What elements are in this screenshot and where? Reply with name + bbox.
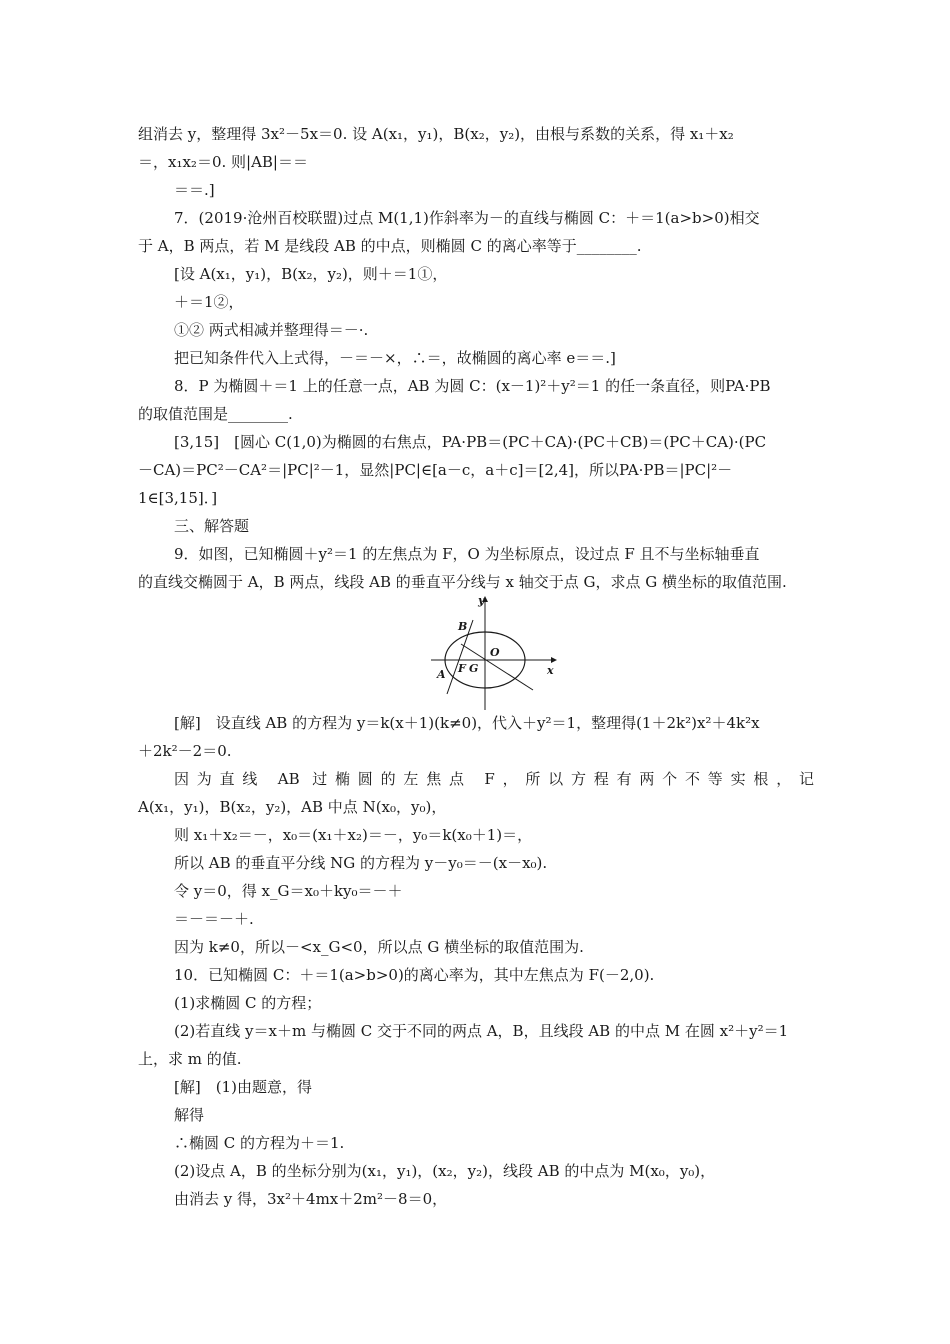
- figure-label-f: F: [458, 662, 466, 675]
- text-line: ①② 两式相减并整理得＝－·.: [174, 321, 369, 339]
- text-line: ＝－＝－＋.: [174, 910, 254, 928]
- text-line: [设 A(x₁，y₁)，B(x₂，y₂)，则＋＝1①，: [174, 265, 448, 283]
- text-line: 于 A，B 两点，若 M 是线段 AB 的中点，则椭圆 C 的离心率等于________.: [138, 237, 642, 255]
- text-line: 令 y＝0，得 x_G＝x₀＋ky₀＝－＋: [174, 882, 403, 900]
- text-line: 上，求 m 的值.: [138, 1050, 242, 1068]
- figure-label-x: x: [547, 664, 554, 677]
- text-line: ＋2k²－2＝0.: [138, 742, 232, 760]
- text-line: 组消去 y，整理得 3x²－5x＝0. 设 A(x₁，y₁)，B(x₂，y₂)，由根与系数的关系，得 x₁＋x₂: [138, 125, 734, 143]
- text-line: 因为直线 AB 过椭圆的左焦点 F，所以方程有两个不等实根，记: [174, 770, 814, 788]
- text-line: A(x₁，y₁)，B(x₂，y₂)，AB 中点 N(x₀，y₀)，: [138, 798, 447, 816]
- text-line: (2)若直线 y＝x＋m 与椭圆 C 交于不同的两点 A，B，且线段 AB 的中点 M 在圆 x²＋y²＝1: [174, 1022, 789, 1040]
- solution-10-line: [解] (1)由题意，得: [174, 1078, 312, 1096]
- text-line: 的直线交椭圆于 A，B 两点，线段 AB 的垂直平分线与 x 轴交于点 G，求点 G 横坐标的取值范围.: [138, 573, 787, 591]
- section-heading: 三、解答题: [174, 517, 250, 535]
- text-line: ＋＝1②，: [174, 293, 244, 311]
- text-line: －CA)＝PC²－CA²＝|PC|²－1，显然|PC|∈[a－c，a＋c]＝[2,4]，所以PA·PB＝|PC|²－: [138, 461, 733, 479]
- text-line: 则 x₁＋x₂＝－，x₀＝(x₁＋x₂)＝－，y₀＝k(x₀＋1)＝，: [174, 826, 533, 844]
- problem-8-line: 8．P 为椭圆＋＝1 上的任意一点，AB 为圆 C：(x－1)²＋y²＝1 的任一条直径，则PA·PB: [174, 377, 771, 395]
- problem-9-line: 9．如图，已知椭圆＋y²＝1 的左焦点为 F，O 为坐标原点，设过点 F 且不与坐标轴垂直: [174, 545, 760, 563]
- text-line: 解得: [174, 1106, 205, 1124]
- figure-label-a: A: [437, 668, 446, 681]
- text-line: 把已知条件代入上式得，－＝－×，∴＝，故椭圆的离心率 e＝＝.]: [174, 349, 616, 367]
- text-line: 1∈[3,15]．]: [138, 489, 218, 507]
- text-line: [3,15] [圆心 C(1,0)为椭圆的右焦点，PA·PB＝(PC＋CA)·(PC＋CB)＝(PC＋CA)·(PC: [174, 433, 767, 451]
- text-line: ＝＝.]: [174, 181, 215, 199]
- text-line: 因为 k≠0，所以－<x_G<0，所以点 G 横坐标的取值范围为.: [174, 938, 584, 956]
- figure-label-b: B: [458, 620, 468, 633]
- text-line: ∴椭圆 C 的方程为＋＝1.: [174, 1134, 345, 1152]
- solution-9-line: [解] 设直线 AB 的方程为 y＝k(x＋1)(k≠0)，代入＋y²＝1，整理得(1＋2k²)x²＋4k²x: [174, 714, 760, 732]
- ellipse-figure: [425, 592, 565, 712]
- figure-label-y: y: [478, 594, 485, 607]
- figure-label-o: O: [490, 646, 500, 659]
- text-line: 的取值范围是________.: [138, 405, 293, 423]
- problem-10-line: 10．已知椭圆 C：＋＝1(a>b>0)的离心率为，其中左焦点为 F(－2,0).: [174, 966, 655, 984]
- text-line: ＝，x₁x₂＝0. 则|AB|＝＝: [138, 153, 308, 171]
- text-line: (1)求椭圆 C 的方程；: [174, 994, 322, 1012]
- text-line: 由消去 y 得，3x²＋4mx＋2m²－8＝0，: [174, 1190, 448, 1208]
- text-line: 所以 AB 的垂直平分线 NG 的方程为 y－y₀＝－(x－x₀).: [174, 854, 548, 872]
- figure-label-g: G: [469, 662, 479, 675]
- text-line: (2)设点 A，B 的坐标分别为(x₁，y₁)，(x₂，y₂)，线段 AB 的中点为 M(x₀，y₀)，: [174, 1162, 716, 1180]
- problem-7-line: 7．(2019·沧州百校联盟)过点 M(1,1)作斜率为－的直线与椭圆 C：＋＝1(a>b>0)相交: [174, 209, 760, 227]
